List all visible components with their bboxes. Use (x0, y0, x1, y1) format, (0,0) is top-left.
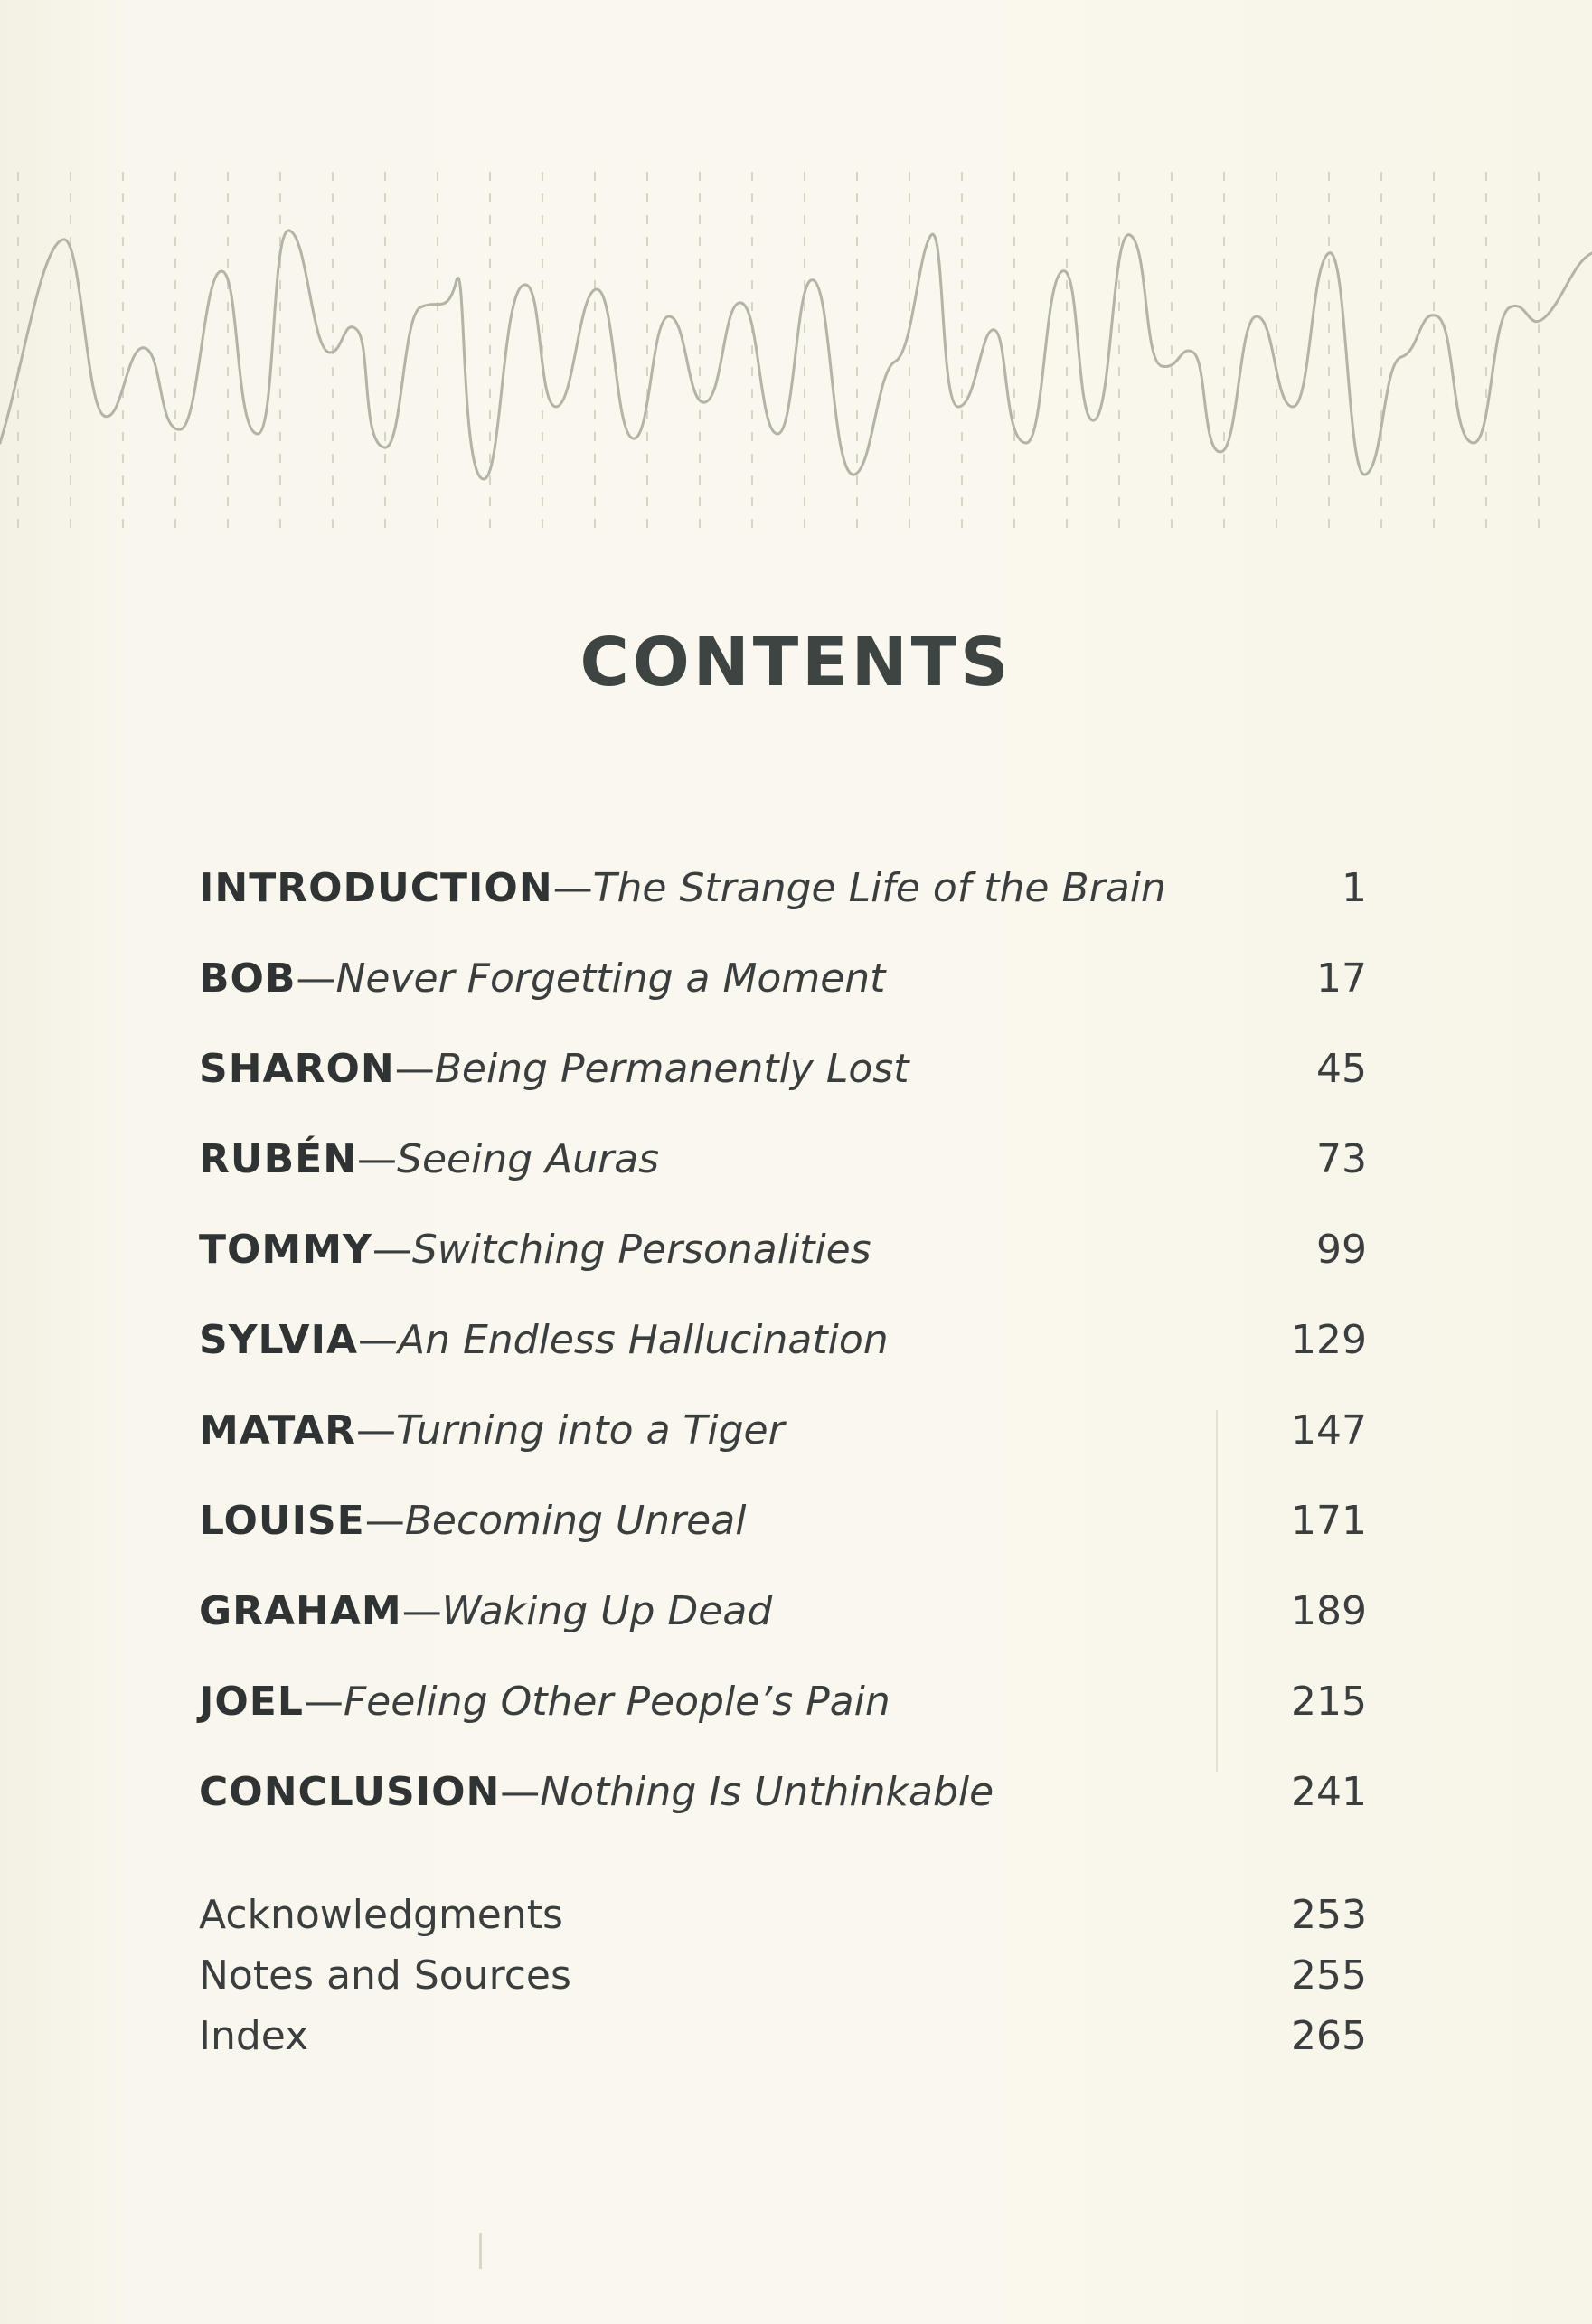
contents-title: CONTENTS (579, 624, 1013, 701)
chapter-name: RUBÉN (199, 1136, 358, 1182)
chapter-subtitle: Never Forgetting a Moment (335, 955, 886, 1002)
back-matter-page-number: 255 (1291, 1952, 1367, 1999)
chapter-subtitle: The Strange Life of the Brain (592, 865, 1166, 911)
toc-entry-sharon[interactable] (199, 1038, 1367, 1128)
toc-entry-joel[interactable] (199, 1670, 1367, 1761)
back-matter-label: Notes and Sources (199, 1952, 571, 1999)
chapter-name: SHARON (199, 1046, 395, 1092)
toc-entry-notes-and-sources[interactable] (199, 1945, 1367, 2006)
chapter-subtitle: Becoming Unreal (404, 1498, 747, 1544)
back-matter-page-number: 253 (1291, 1892, 1367, 1938)
toc-entry-tommy[interactable] (199, 1218, 1367, 1309)
chapter-name: LOUISE (199, 1498, 365, 1544)
chapter-subtitle: Seeing Auras (397, 1136, 660, 1182)
back-matter-label: Acknowledgments (199, 1892, 563, 1938)
chapter-page-number: 73 (1316, 1136, 1367, 1182)
toc-entry-graham[interactable] (199, 1580, 1367, 1670)
chapter-name: JOEL (199, 1679, 304, 1725)
back-matter-label: Index (199, 2013, 309, 2059)
page-crease-mark (1216, 1410, 1218, 1772)
brainwave-line (0, 231, 1592, 479)
chapter-page-number: 99 (1316, 1227, 1367, 1273)
chapter-subtitle: Waking Up Dead (441, 1588, 773, 1634)
chapter-subtitle: An Endless Hallucination (398, 1317, 889, 1363)
chapter-dash: — (358, 1317, 399, 1363)
chapter-page-number: 171 (1291, 1498, 1367, 1544)
toc-entry-louise[interactable] (199, 1490, 1367, 1580)
toc-entry-sylvia[interactable] (199, 1309, 1367, 1399)
toc-entry-bob[interactable] (199, 947, 1367, 1038)
chapter-dash: — (364, 1498, 405, 1544)
chapter-page-number: 147 (1291, 1407, 1367, 1454)
chapter-subtitle: Being Permanently Lost (434, 1046, 909, 1092)
chapter-name: INTRODUCTION (199, 865, 553, 911)
table-of-contents (199, 857, 1367, 1851)
chapter-name: GRAHAM (199, 1588, 402, 1634)
brainwave-illustration (0, 136, 1592, 551)
scan-speck-mark (479, 2233, 482, 2269)
chapter-page-number: 17 (1316, 955, 1367, 1002)
toc-entry-introduction[interactable] (199, 857, 1367, 947)
chapter-page-number: 189 (1291, 1588, 1367, 1634)
toc-entry-acknowledgments[interactable] (199, 1885, 1367, 1945)
chapter-dash: — (355, 1407, 396, 1454)
toc-entry-index[interactable] (199, 2006, 1367, 2066)
chapter-name: CONCLUSION (199, 1769, 501, 1815)
chapter-page-number: 215 (1291, 1679, 1367, 1725)
brainwave-gridlines (18, 172, 1539, 533)
back-matter-list (199, 1885, 1367, 2066)
toc-entry-conclusion[interactable] (199, 1761, 1367, 1851)
chapter-dash: — (303, 1679, 344, 1725)
chapter-page-number: 45 (1316, 1046, 1367, 1092)
chapter-dash: — (500, 1769, 541, 1815)
chapter-page-number: 1 (1342, 865, 1367, 911)
chapter-dash: — (296, 955, 336, 1002)
chapter-name: MATAR (199, 1407, 356, 1454)
toc-entry-ruben[interactable] (199, 1128, 1367, 1218)
chapter-dash: — (394, 1046, 435, 1092)
chapter-page-number: 129 (1291, 1317, 1367, 1363)
toc-entry-matar[interactable] (199, 1399, 1367, 1490)
chapter-dash: — (372, 1227, 412, 1273)
chapter-subtitle: Switching Personalities (411, 1227, 871, 1273)
back-matter-page-number: 265 (1291, 2013, 1367, 2059)
chapter-dash: — (401, 1588, 442, 1634)
chapter-name: TOMMY (199, 1227, 372, 1273)
chapter-dash: — (357, 1136, 398, 1182)
chapter-subtitle: Nothing Is Unthinkable (540, 1769, 994, 1815)
chapter-name: SYLVIA (199, 1317, 359, 1363)
chapter-subtitle: Turning into a Tiger (395, 1407, 785, 1454)
chapter-name: BOB (199, 955, 297, 1002)
chapter-page-number: 241 (1291, 1769, 1367, 1815)
chapter-subtitle: Feeling Other People’s Pain (343, 1679, 890, 1725)
chapter-dash: — (552, 865, 593, 911)
